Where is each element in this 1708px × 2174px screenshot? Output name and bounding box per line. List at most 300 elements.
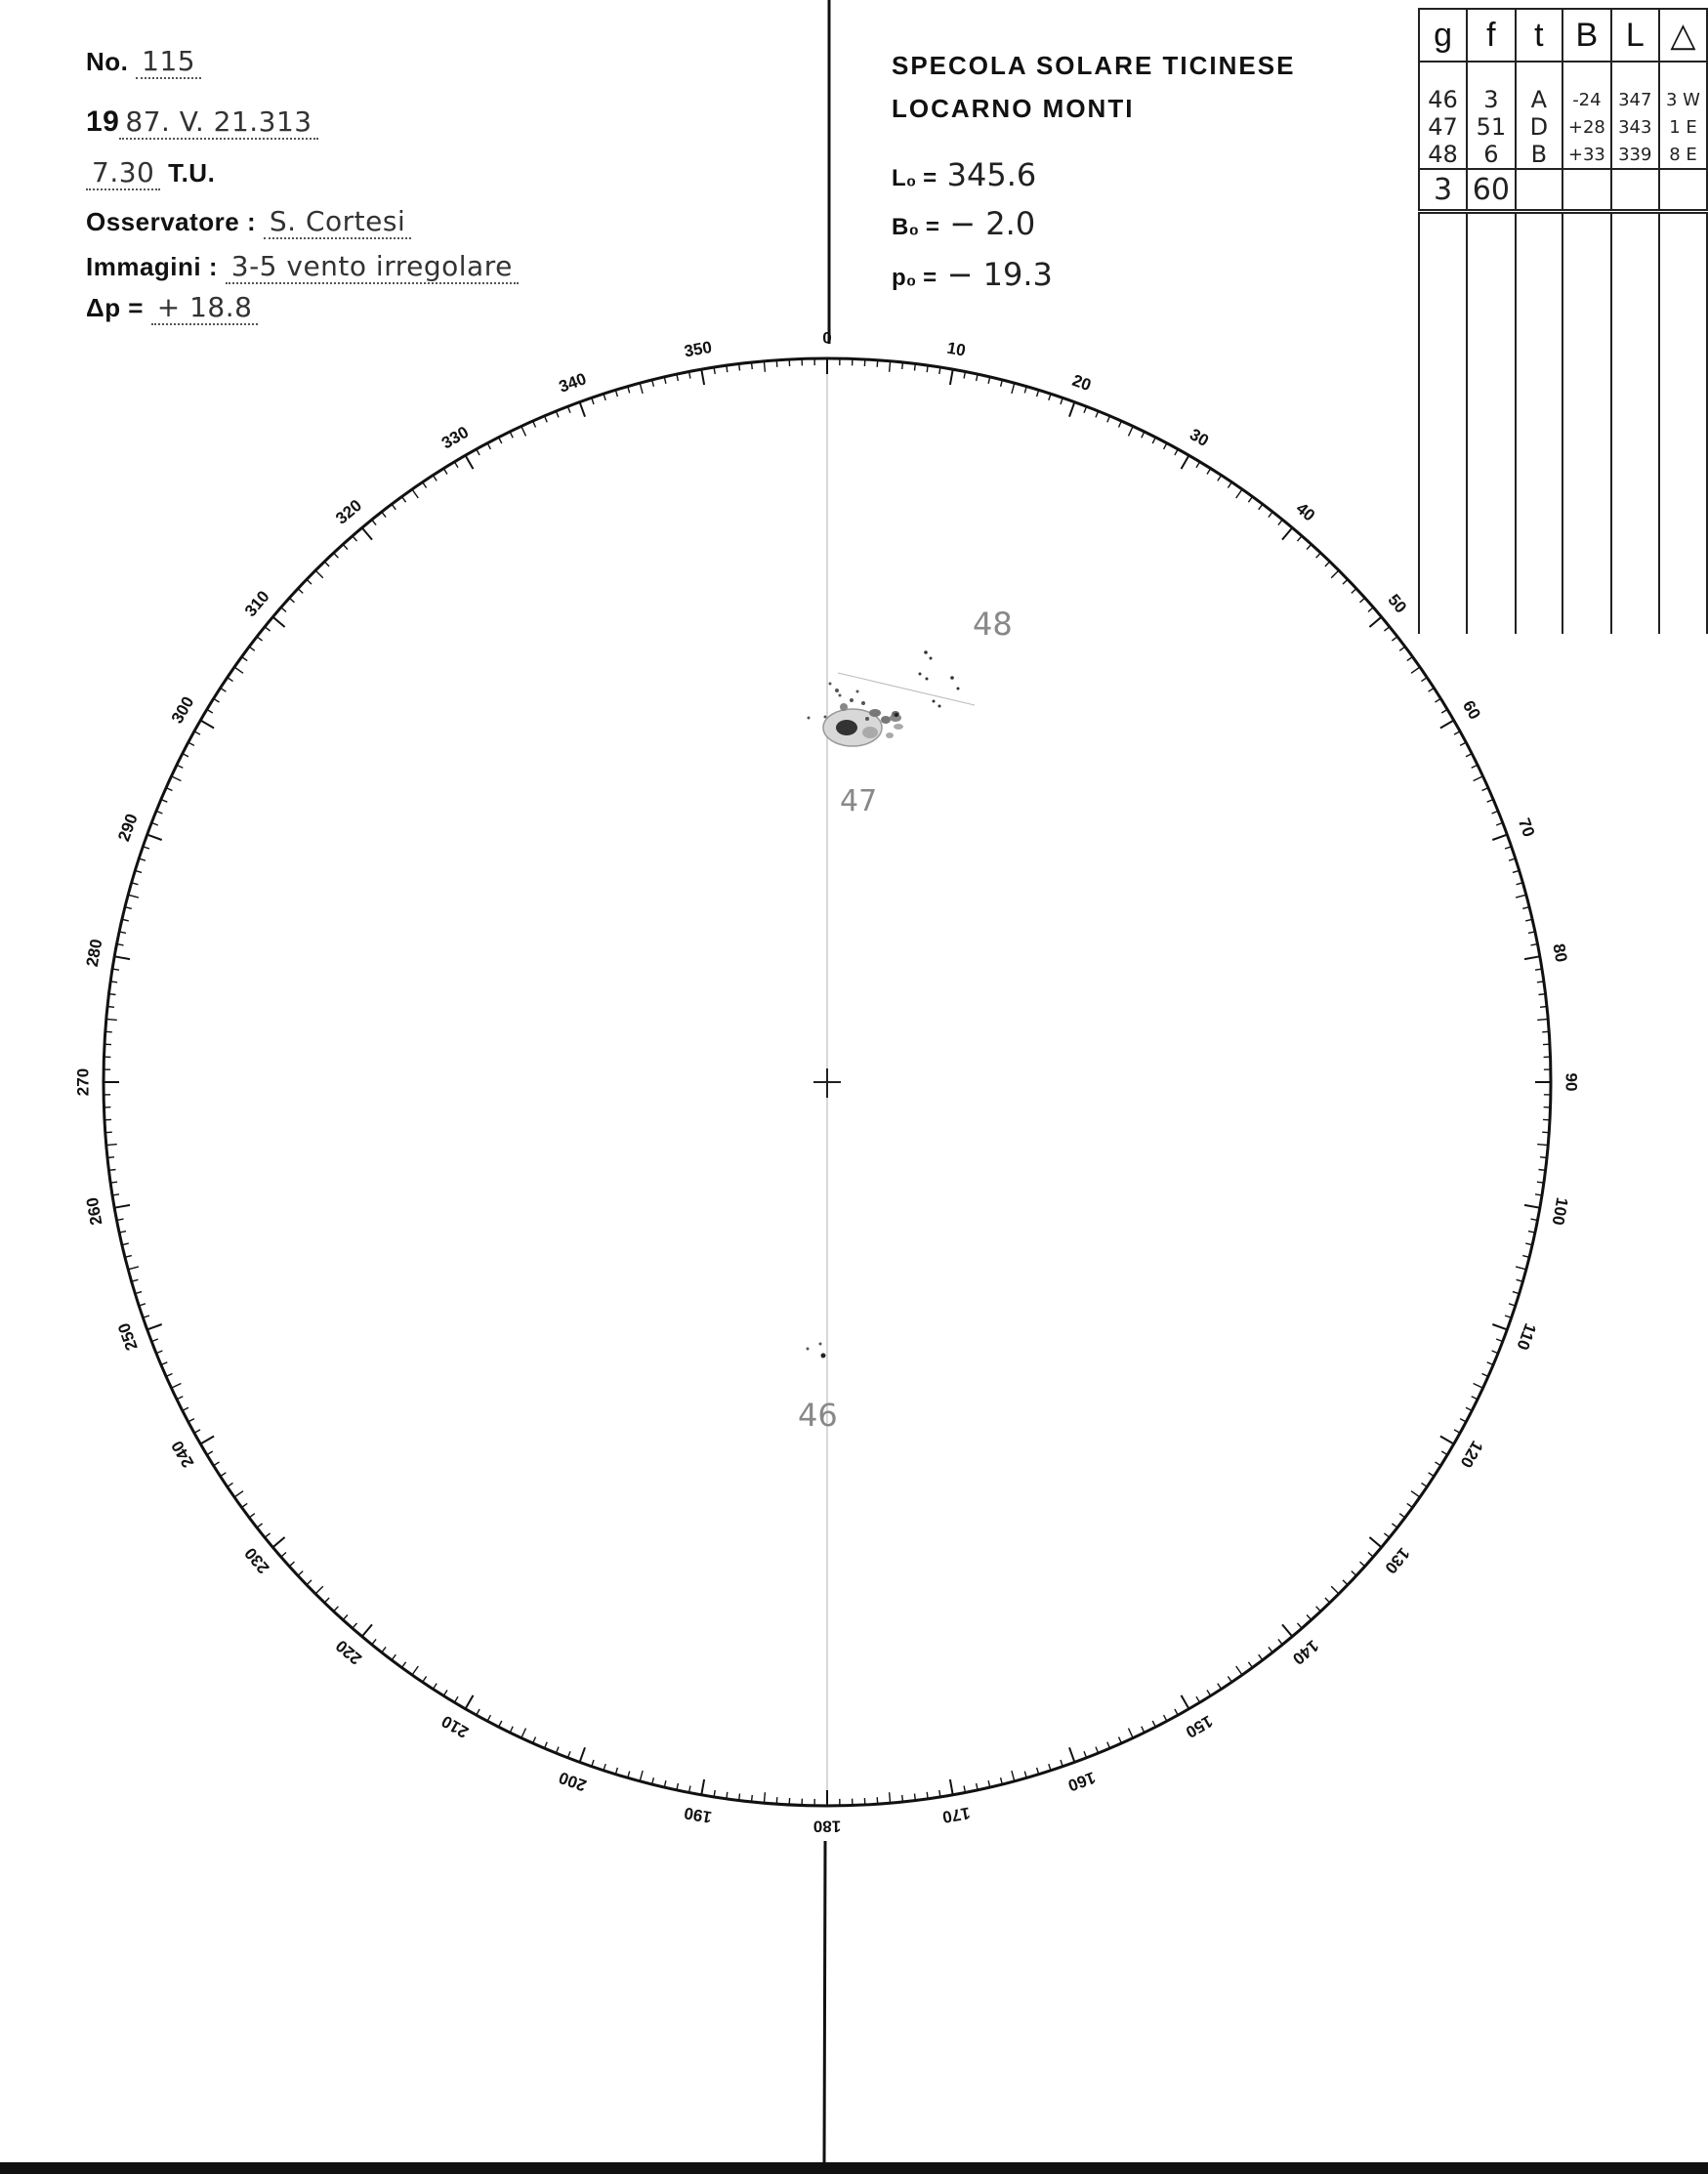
scale-label: 230 xyxy=(240,1543,273,1577)
scale-label: 200 xyxy=(556,1768,589,1795)
scale-tick xyxy=(487,443,490,449)
scale-label: 300 xyxy=(167,692,198,728)
scale-tick xyxy=(177,1397,183,1400)
scale-tick xyxy=(265,627,271,631)
scale-tick xyxy=(1436,1462,1441,1466)
scale-tick xyxy=(1182,1695,1189,1709)
scale-tick xyxy=(1175,1709,1178,1715)
scale-tick xyxy=(382,512,386,518)
scale-tick xyxy=(1228,1677,1231,1683)
scale-tick xyxy=(249,1514,255,1518)
scale-label: 310 xyxy=(240,587,273,621)
scale-tick xyxy=(1466,754,1472,757)
scale-tick xyxy=(701,369,704,385)
scale-tick xyxy=(1152,438,1155,443)
scale-label: 70 xyxy=(1514,815,1539,840)
scale-tick xyxy=(147,1324,162,1329)
col-f: f xyxy=(1467,9,1516,62)
group-label-46: 46 xyxy=(798,1397,838,1434)
scale-tick xyxy=(1259,504,1263,510)
scale-tick xyxy=(915,1794,916,1801)
scale-tick xyxy=(1384,1533,1390,1537)
scale-tick xyxy=(739,1794,740,1801)
scale-tick xyxy=(776,1797,777,1804)
scale-tick xyxy=(927,365,928,372)
scale-tick xyxy=(1175,449,1178,455)
scale-label: 60 xyxy=(1458,697,1484,723)
scale-tick xyxy=(298,589,303,594)
scale-tick xyxy=(1259,1654,1263,1660)
scale-tick xyxy=(423,482,427,488)
scale-tick xyxy=(915,364,916,371)
scale-tick xyxy=(1429,688,1435,691)
scale-tick xyxy=(234,667,243,673)
scale-tick xyxy=(1472,1397,1478,1400)
scale-tick xyxy=(234,1491,243,1497)
scale-tick xyxy=(950,369,953,385)
delta-p-label: Δp = xyxy=(86,293,144,322)
cell: 347 xyxy=(1611,86,1659,113)
scale-tick xyxy=(1069,402,1074,417)
scale-tick xyxy=(752,362,753,369)
scale-tick xyxy=(194,1430,200,1433)
images-value: 3-5 vento irregolare xyxy=(226,250,519,284)
scale-tick xyxy=(1218,476,1222,481)
scale-tick xyxy=(1069,1747,1074,1762)
scale-tick xyxy=(1474,776,1483,781)
scale-tick xyxy=(128,1267,139,1270)
scale-tick xyxy=(272,617,284,627)
scale-label: 240 xyxy=(167,1437,198,1472)
scale-tick xyxy=(1298,1623,1303,1628)
param-L0-label: L₀ = xyxy=(892,165,937,191)
scale-tick xyxy=(281,607,286,612)
scale-label: 130 xyxy=(1381,1543,1414,1577)
cell: 48 xyxy=(1419,141,1467,169)
scale-tick xyxy=(382,1647,386,1652)
scale-tick xyxy=(228,678,233,682)
scale-tick xyxy=(324,1598,329,1603)
scale-tick xyxy=(257,1524,263,1527)
scale-tick xyxy=(499,1721,502,1727)
time-unit: T.U. xyxy=(168,158,216,188)
scale-tick xyxy=(1454,732,1460,734)
scale-tick xyxy=(1392,1524,1397,1527)
scale-tick xyxy=(890,361,891,372)
cell: 3 xyxy=(1467,86,1516,113)
scale-tick xyxy=(466,1695,474,1709)
cell: B xyxy=(1516,141,1563,169)
scale-tick xyxy=(272,1537,284,1547)
scale-tick xyxy=(1399,647,1405,650)
time-value: 7.30 xyxy=(86,156,160,190)
scale-tick xyxy=(114,1205,130,1208)
scale-label: 150 xyxy=(1182,1711,1217,1742)
institution-name: SPECOLA SOLARE TICINESE xyxy=(892,51,1296,80)
scale-tick xyxy=(1142,1727,1145,1733)
scale-tick xyxy=(1182,455,1189,469)
cell: -24 xyxy=(1562,86,1611,113)
param-P0-value: − 19.3 xyxy=(946,256,1053,293)
scale-tick xyxy=(443,469,447,475)
scale-tick xyxy=(242,657,248,661)
scale-tick xyxy=(477,1709,479,1715)
scale-label: 210 xyxy=(437,1711,473,1742)
cell: 6 xyxy=(1467,141,1516,169)
scale-tick xyxy=(1524,1205,1540,1208)
scale-tick xyxy=(315,1586,323,1594)
scale-tick xyxy=(109,994,116,995)
scale-tick xyxy=(1540,1157,1547,1158)
param-L0-value: 345.6 xyxy=(946,156,1037,193)
scale-tick xyxy=(521,1729,526,1738)
scale-tick xyxy=(640,383,643,394)
scale-tick xyxy=(372,520,376,525)
scale-tick xyxy=(1307,544,1312,549)
scale-tick xyxy=(1368,607,1373,612)
scale-tick xyxy=(1440,1437,1454,1444)
scale-tick xyxy=(1441,709,1447,713)
scale-tick xyxy=(214,698,220,702)
scale-tick xyxy=(107,1157,114,1158)
scale-tick xyxy=(105,1031,112,1032)
scale-tick xyxy=(1012,383,1015,394)
scale-tick xyxy=(1236,1666,1242,1675)
scale-label: 340 xyxy=(556,369,589,397)
scale-tick xyxy=(1325,562,1330,566)
scale-label: 120 xyxy=(1456,1437,1487,1472)
scale-tick xyxy=(324,562,329,566)
cell: 47 xyxy=(1419,113,1467,141)
scale-tick xyxy=(171,776,181,781)
scale-tick xyxy=(392,504,396,510)
scale-tick xyxy=(1422,678,1428,682)
scale-tick xyxy=(1460,742,1466,745)
scale-tick xyxy=(1196,1696,1200,1702)
scale-tick xyxy=(392,1654,396,1660)
scale-tick xyxy=(1360,1562,1365,1567)
scale-tick xyxy=(188,742,194,745)
scale-label: 0 xyxy=(822,328,832,348)
param-P0-label: p₀ = xyxy=(892,265,937,291)
scale-tick xyxy=(315,570,323,578)
scale-tick xyxy=(454,1696,458,1702)
scale-tick xyxy=(147,835,162,840)
param-B0-label: B₀ = xyxy=(892,214,939,240)
col-B: B xyxy=(1562,9,1611,62)
scale-tick xyxy=(727,1792,728,1799)
scale-tick xyxy=(1352,1571,1356,1576)
scale-tick xyxy=(1407,657,1413,661)
drawing-number-value: 115 xyxy=(136,45,201,79)
scale-tick xyxy=(353,1623,357,1628)
scale-tick xyxy=(1278,520,1282,525)
scale-tick xyxy=(902,1795,903,1802)
scale-tick xyxy=(171,1384,181,1389)
scale-tick xyxy=(343,1615,348,1620)
scale-tick xyxy=(1164,443,1167,449)
scale-tick xyxy=(1142,432,1145,438)
col-L: L xyxy=(1611,9,1659,62)
scale-tick xyxy=(214,1462,220,1466)
scale-tick xyxy=(1248,497,1252,503)
scale-tick xyxy=(443,1691,447,1696)
scale-tick xyxy=(1411,1491,1420,1497)
scale-tick xyxy=(433,1684,437,1690)
param-B0-value: − 2.0 xyxy=(949,205,1036,242)
scale-tick xyxy=(1307,1615,1312,1620)
scale-tick xyxy=(242,1503,248,1507)
images-label: Immagini : xyxy=(86,252,219,281)
scale-tick xyxy=(1207,1691,1211,1696)
scale-tick xyxy=(1454,1430,1460,1433)
scale-tick xyxy=(1542,1132,1549,1133)
scale-label: 10 xyxy=(945,338,968,360)
scale-tick xyxy=(412,1666,418,1675)
cell: +33 xyxy=(1562,141,1611,169)
scale-tick xyxy=(701,1779,704,1795)
scale-tick xyxy=(466,455,474,469)
scale-tick xyxy=(1542,1031,1549,1032)
total-spots: 60 xyxy=(1467,169,1516,212)
total-groups: 3 xyxy=(1419,169,1467,212)
scale-tick xyxy=(640,1771,643,1781)
scale-tick xyxy=(1248,1662,1252,1668)
scale-tick xyxy=(1164,1715,1167,1721)
scale-tick xyxy=(1524,956,1540,959)
scale-tick xyxy=(1196,462,1200,468)
scale-tick xyxy=(207,709,213,713)
scale-tick xyxy=(776,360,777,367)
scale-tick xyxy=(221,688,227,691)
scale-tick xyxy=(334,1607,339,1611)
scale-tick xyxy=(950,1779,953,1795)
scale-tick xyxy=(249,647,255,650)
scale-tick xyxy=(1422,1483,1428,1486)
scale-tick xyxy=(402,1662,406,1668)
scale-tick xyxy=(353,536,357,541)
cell: A xyxy=(1516,86,1563,113)
scale-label: 100 xyxy=(1548,1195,1572,1227)
scale-tick xyxy=(764,361,765,372)
scale-tick xyxy=(487,1715,490,1721)
scale-tick xyxy=(298,1571,303,1576)
sunspot-group-47 xyxy=(808,683,904,747)
scale-tick xyxy=(207,1451,213,1455)
scale-tick xyxy=(281,1553,286,1558)
scale-tick xyxy=(265,1533,271,1537)
scale-tick xyxy=(1316,1607,1321,1611)
scale-tick xyxy=(110,1182,117,1183)
scale-tick xyxy=(1436,698,1441,702)
scale-tick xyxy=(1516,1267,1526,1270)
scale-tick xyxy=(362,1624,372,1636)
scale-tick xyxy=(454,462,458,468)
institution-location: LOCARNO MONTI xyxy=(892,94,1135,123)
observer-label: Osservatore : xyxy=(86,207,257,236)
cell: 3 W xyxy=(1659,86,1707,113)
scale-tick xyxy=(1152,1721,1155,1727)
meridian-bottom xyxy=(824,1841,825,2162)
scale-tick xyxy=(510,1727,513,1733)
scale-label: 40 xyxy=(1292,498,1319,525)
col-t: t xyxy=(1516,9,1563,62)
cell: 8 E xyxy=(1659,141,1707,169)
scale-tick xyxy=(1399,1514,1405,1518)
scale-tick xyxy=(1360,598,1365,603)
scale-label: 270 xyxy=(73,1067,93,1097)
scale-tick xyxy=(499,438,502,443)
scale-tick xyxy=(307,1580,312,1585)
scale-tick xyxy=(1369,1537,1381,1547)
scale-tick xyxy=(1460,1419,1466,1422)
scale-label: 160 xyxy=(1065,1768,1099,1795)
scale-tick xyxy=(1282,527,1292,539)
scale-tick xyxy=(1474,1384,1483,1389)
scale-tick xyxy=(307,579,312,584)
scale-tick xyxy=(183,754,188,757)
scale-tick xyxy=(128,895,139,898)
scale-tick xyxy=(1537,1182,1544,1183)
scale-label: 350 xyxy=(683,337,714,361)
scale-tick xyxy=(1218,1684,1222,1690)
group-label-47: 47 xyxy=(840,784,878,818)
scale-tick xyxy=(927,1792,928,1799)
scale-tick xyxy=(194,732,200,734)
cell: 1 E xyxy=(1659,113,1707,141)
scale-tick xyxy=(1440,721,1454,729)
scale-label: 80 xyxy=(1549,941,1571,964)
sunspot-group-46 xyxy=(807,1343,826,1359)
scale-tick xyxy=(1269,1647,1272,1652)
scale-label: 250 xyxy=(114,1320,142,1354)
group-label-48: 48 xyxy=(973,606,1013,643)
scale-tick xyxy=(1472,765,1478,768)
scale-tick xyxy=(412,489,418,498)
scale-tick xyxy=(1540,1007,1547,1008)
center-cross-icon xyxy=(813,1068,841,1098)
scale-label: 170 xyxy=(940,1803,972,1827)
date-value: 87. V. 21.313 xyxy=(119,105,317,140)
scale-tick xyxy=(1228,482,1231,488)
scale-tick xyxy=(372,1639,376,1645)
scale-tick xyxy=(1129,1729,1134,1738)
scale-tick xyxy=(343,544,348,549)
scale-tick xyxy=(1368,1553,1373,1558)
scale-tick xyxy=(477,449,479,455)
scale-label: 90 xyxy=(1562,1072,1581,1092)
scale-tick xyxy=(106,1145,117,1146)
scale-tick xyxy=(188,1419,194,1422)
scale-label: 180 xyxy=(812,1817,842,1836)
scale-tick xyxy=(1278,1639,1282,1645)
scale-tick xyxy=(1369,617,1381,627)
scale-label: 190 xyxy=(683,1803,714,1827)
scale-tick xyxy=(106,1019,117,1020)
scale-label: 110 xyxy=(1513,1320,1540,1353)
scale-label: 280 xyxy=(82,938,106,969)
scale-tick xyxy=(1316,553,1321,558)
scale-tick xyxy=(1392,637,1397,641)
scale-label: 20 xyxy=(1069,370,1094,396)
delta-p-value: + 18.8 xyxy=(151,291,259,325)
scale-tick xyxy=(200,1437,214,1444)
scale-tick xyxy=(1331,1586,1339,1594)
cell: 339 xyxy=(1611,141,1659,169)
scale-tick xyxy=(107,1007,114,1008)
scale-tick xyxy=(177,765,183,768)
scale-tick xyxy=(1236,489,1242,498)
scale-tick xyxy=(752,1795,753,1802)
col-delta: △ xyxy=(1659,9,1707,62)
scale-tick xyxy=(580,1747,585,1762)
scale-tick xyxy=(1352,589,1356,594)
scale-tick xyxy=(200,721,214,729)
scale-tick xyxy=(221,1473,227,1477)
scale-tick xyxy=(1331,570,1339,578)
scale-tick xyxy=(902,362,903,369)
scale-label: 220 xyxy=(332,1636,366,1669)
scale-tick xyxy=(1466,1407,1472,1410)
observer-value: S. Cortesi xyxy=(264,205,411,239)
scale-tick xyxy=(1384,627,1390,631)
scale-tick xyxy=(1411,667,1420,673)
scale-tick xyxy=(521,426,526,436)
scale-tick xyxy=(1343,579,1348,584)
cell: 51 xyxy=(1467,113,1516,141)
scale-tick xyxy=(1269,512,1272,518)
scale-tick xyxy=(105,1132,112,1133)
scale-tick xyxy=(1429,1473,1435,1477)
scale-tick xyxy=(1407,1503,1413,1507)
scale-tick xyxy=(1298,536,1303,541)
scale-tick xyxy=(1539,994,1546,995)
sunspot-group-48 xyxy=(838,650,975,707)
cell: +28 xyxy=(1562,113,1611,141)
scale-label: 290 xyxy=(114,811,142,844)
drawing-number-label: No. xyxy=(86,47,129,76)
scale-tick xyxy=(228,1483,233,1486)
scale-tick xyxy=(727,365,728,372)
scale-label: 260 xyxy=(82,1195,106,1227)
cell: D xyxy=(1516,113,1563,141)
scale-tick xyxy=(764,1792,765,1803)
scale-label: 50 xyxy=(1384,590,1411,617)
scale-tick xyxy=(1441,1451,1447,1455)
scale-tick xyxy=(334,553,339,558)
scale-tick xyxy=(114,956,130,959)
scale-label: 320 xyxy=(332,495,366,528)
scale-tick xyxy=(580,402,585,417)
col-g: g xyxy=(1419,9,1467,62)
scale-label: 140 xyxy=(1288,1636,1322,1669)
scale-tick xyxy=(423,1677,427,1683)
scale-tick xyxy=(109,1170,116,1171)
scale-tick xyxy=(1492,1324,1507,1329)
scan-border xyxy=(0,2162,1708,2174)
scale-tick xyxy=(1537,1019,1548,1020)
scale-tick xyxy=(183,1407,188,1410)
scale-tick xyxy=(877,1797,878,1804)
cell: 343 xyxy=(1611,113,1659,141)
scale-tick xyxy=(1129,426,1134,436)
scale-label: 30 xyxy=(1187,425,1212,451)
scale-tick xyxy=(362,527,372,539)
scale-tick xyxy=(1207,469,1211,475)
scale-tick xyxy=(1325,1598,1330,1603)
scale-tick xyxy=(1282,1624,1292,1636)
scale-tick xyxy=(1492,835,1507,840)
